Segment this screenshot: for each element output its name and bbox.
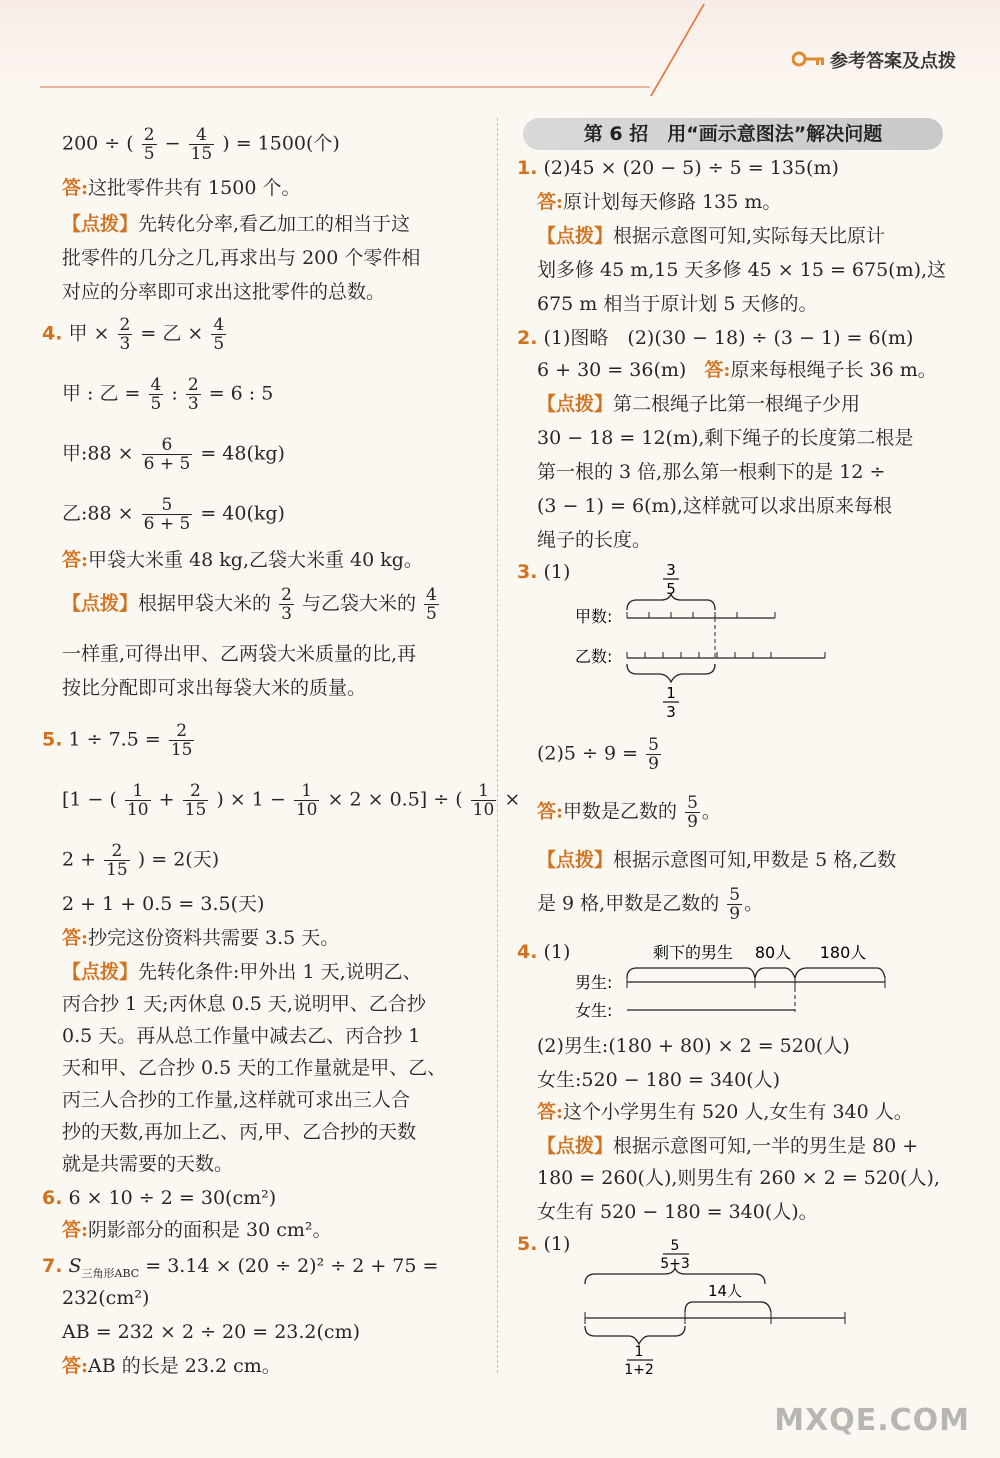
r5-bottom-fraction-num: 1: [634, 1344, 644, 1360]
q5-expr: [1 − ( $\frac{1}{10}$ + $\frac{2}{15}$ ) × 1 − $\frac{1}{10}$ × 2 × 0.5] ÷ ( $\frac{1}{10}$ ×: [62, 781, 521, 820]
q4-ratio: 甲 : 乙 = $\frac{4}{5}$ : $\frac{2}{3}$ = 6 : 5: [62, 375, 274, 414]
r5-diagram: [575, 1236, 865, 1376]
r4-brace-remaining: [627, 968, 755, 978]
q5-tip-line: 天和甲、乙合抄 0.5 天的工作量就是甲、乙、: [62, 1057, 447, 1079]
column-divider: [497, 118, 499, 1373]
q4-tip-line: 【点拨】根据甲袋大米的 $\frac{2}{3}$ 与乙袋大米的 $\frac{4}{5}$: [62, 585, 437, 624]
r2-tip-line: 【点拨】第二根绳子比第一根绳子少用: [537, 393, 861, 415]
q5-line: 5. 1 ÷ 7.5 = $\frac{2}{15}$: [42, 721, 193, 760]
r2-line: 2. (1)图略 (2)(30 − 18) ÷ (3 − 1) = 6(m): [517, 327, 914, 349]
q7-result: 232(cm²): [62, 1287, 150, 1309]
q5-tip-line: 丙合抄 1 天;丙休息 0.5 天,说明甲、乙合抄: [62, 993, 426, 1015]
r3-diagram: [575, 560, 855, 720]
q3-equation: 200 ÷ ( $\frac{2}{5}$ − $\frac{4}{15}$ ) = 1500(个): [62, 125, 340, 164]
r3-tip-line: 【点拨】根据示意图可知,甲数是 5 格,乙数: [537, 849, 897, 871]
q4-answer: 答:甲袋大米重 48 kg,乙袋大米重 40 kg。: [62, 549, 423, 571]
r4-tip-line: 【点拨】根据示意图可知,一半的男生是 80 +: [537, 1135, 919, 1157]
r5-line: 5. (1): [517, 1233, 571, 1255]
key-icon: [792, 50, 826, 68]
q3-answer: 答:这批零件共有 1500 个。: [62, 177, 301, 199]
r1-tip-line: 划多修 45 m,15 天多修 45 × 15 = 675(m),这: [537, 259, 947, 281]
q3-tip-line: 【点拨】先转化分率,看乙加工的相当于这: [62, 213, 411, 235]
r2-tip-line: 绳子的长度。: [537, 529, 652, 551]
q6-line: 6. 6 × 10 ÷ 2 = 30(cm²): [42, 1187, 277, 1209]
r4-part2: (2)男生:(180 + 80) × 2 = 520(人): [537, 1035, 850, 1057]
r1-line: 1. (2)45 × (20 − 5) ÷ 5 = 135(m): [517, 157, 839, 179]
r4-label-remaining: 剩下的男生: [652, 943, 734, 962]
q5-answer: 答:抄完这份资料共需要 3.5 天。: [62, 927, 340, 949]
r4-diagram: [575, 936, 905, 1026]
q3-tip-line: 批零件的几分之几,再求出与 200 个零件相: [62, 247, 421, 269]
r4-tip-line: 女生有 520 − 180 = 340(人)。: [537, 1201, 818, 1223]
q7-line: 7. $S_{三角形ABC} = 3.14 \times (20 \div 2)^2 \div 2 + 75$ =: [42, 1255, 439, 1280]
r3-tip-line: 是 9 格,甲数是乙数的 $\frac{5}{9}$ 。: [537, 885, 764, 924]
r3-label-jia: 甲数:: [575, 607, 613, 626]
q5-expr-cont: 2 + $\frac{2}{15}$ ) = 2(天): [62, 841, 220, 880]
q5-tip-line: 抄的天数,再加上乙、丙,甲、乙合抄的天数: [62, 1121, 417, 1143]
r5-top-fraction-num: 5: [670, 1238, 680, 1254]
q4-jia: 甲:88 × $\frac{6}{6 + 5}$ = 48(kg): [62, 435, 285, 474]
r1-tip-line: 【点拨】根据示意图可知,实际每天比原计: [537, 225, 886, 247]
q7-answer: 答:AB 的长是 23.2 cm。: [62, 1355, 281, 1377]
r5-label-14: 14人: [707, 1282, 743, 1300]
q3-tip-line: 对应的分率即可求出这批零件的总数。: [62, 281, 386, 303]
r2-tip-line: (3 − 1) = 6(m),这样就可以求出原来每根: [537, 495, 892, 517]
r4-label-girl: 女生:: [575, 1001, 613, 1020]
r3-top-fraction-num: 3: [666, 561, 676, 579]
r2-tip-line: 第一根的 3 倍,那么第一根剩下的是 12 ÷: [537, 461, 886, 483]
r5-bottom-fraction-den: 1+2: [624, 1362, 654, 1376]
r4-brace-180: [795, 968, 885, 978]
r2-line-b: 6 + 30 = 36(m) 答:原来每根绳子长 36 m。: [537, 359, 937, 381]
q5-tip-line: 丙三人合抄的工作量,这样就可求出三人合: [62, 1089, 411, 1111]
header-title: 参考答案及点拨: [830, 51, 956, 72]
r4-tip-line: 180 = 260(人),则男生有 260 × 2 = 520(人),: [537, 1167, 940, 1189]
r5-top-fraction-den: 5+3: [660, 1256, 690, 1272]
r3-line: 3. (1): [517, 561, 571, 583]
r4-label-boy: 男生:: [575, 973, 613, 992]
q4-line: 4. 甲 × $\frac{2}{3}$ = 乙 × $\frac{4}{5}$: [42, 315, 225, 354]
r3-answer: 答:甲数是乙数的 $\frac{5}{9}$ 。: [537, 793, 721, 832]
r1-answer: 答:原计划每天修路 135 m。: [537, 191, 782, 213]
r4-line: 4. (1): [517, 941, 571, 963]
r4-answer: 答:这个小学男生有 520 人,女生有 340 人。: [537, 1101, 913, 1123]
q5-tip-line: 【点拨】先转化条件:甲外出 1 天,说明乙、: [62, 961, 422, 983]
r4-brace-80: [755, 968, 795, 978]
q4-tip-line: 一样重,可得出甲、乙两袋大米质量的比,再: [62, 643, 417, 665]
q7-ab: AB = 232 × 2 ÷ 20 = 23.2(cm): [62, 1321, 360, 1343]
q4-tip-line: 按比分配即可求出每袋大米的质量。: [62, 677, 367, 699]
r3-label-yi: 乙数:: [575, 647, 613, 666]
section-title: 第 6 招 用“画示意图法”解决问题: [523, 118, 943, 150]
r3-bottom-fraction-num: 1: [666, 684, 676, 702]
r5-mid-brace: [685, 1302, 771, 1312]
q6-answer: 答:阴影部分的面积是 30 cm²。: [62, 1219, 332, 1241]
r1-tip-line: 675 m 相当于原计划 5 天修的。: [537, 293, 818, 315]
r4-girl-calc: 女生:520 − 180 = 340(人): [537, 1069, 781, 1091]
header-rule: [40, 86, 650, 88]
r3-bottom-brace: [627, 664, 715, 682]
r4-label-80: 80人: [754, 943, 792, 962]
r3-part2: (2)5 ÷ 9 = $\frac{5}{9}$: [537, 735, 659, 774]
q4-yi: 乙:88 × $\frac{5}{6 + 5}$ = 40(kg): [62, 495, 285, 534]
watermark: MXQE.COM: [774, 1403, 970, 1438]
q5-sum: 2 + 1 + 0.5 = 3.5(天): [62, 893, 265, 915]
r3-bottom-fraction-den: 3: [666, 703, 676, 720]
r5-bottom-brace: [585, 1326, 685, 1344]
q5-tip-line: 0.5 天。再从总工作量中减去乙、丙合抄 1: [62, 1025, 421, 1047]
q5-tip-line: 就是共需要的天数。: [62, 1153, 234, 1175]
r3-top-fraction-den: 5: [666, 580, 676, 598]
r4-label-180: 180人: [819, 943, 867, 962]
r2-tip-line: 30 − 18 = 12(m),剩下绳子的长度第二根是: [537, 427, 914, 449]
